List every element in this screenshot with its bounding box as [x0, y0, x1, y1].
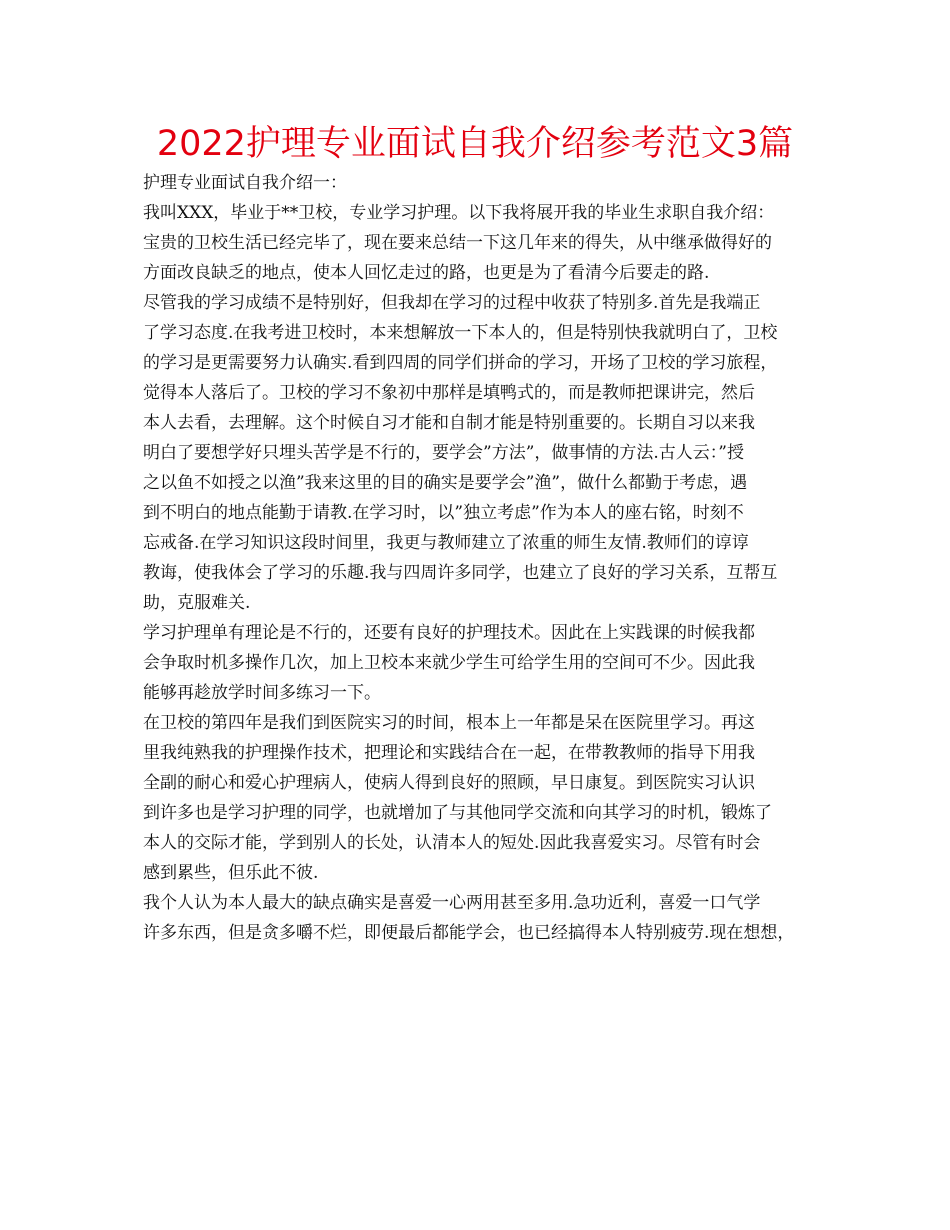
body-line: 忘戒备.在学习知识这段时间里，我更与教师建立了浓重的师生友情.教师们的谆谆: [143, 533, 749, 553]
body-line: 宝贵的卫校生活已经完毕了，现在要来总结一下这几年来的得失，从中继承做得好的: [143, 233, 772, 253]
body-line: 之以鱼不如授之以渔”我来这里的目的确实是要学会”渔”，做什么都勤于考虑，遇: [143, 473, 748, 493]
body-line: 到不明白的地点能勤于请教.在学习时，以”独立考虑”作为本人的座右铭，时刻不: [143, 503, 744, 523]
body-line: 到许多也是学习护理的同学，也就增加了与其他同学交流和向其学习的时机，锻炼了: [143, 803, 772, 823]
body-line: 了学习态度.在我考进卫校时，本来想解放一下本人的，但是特别快我就明白了，卫校: [143, 323, 778, 343]
body-line: 的学习是更需要努力认确实.看到四周的同学们拼命的学习，开场了卫校的学习旅程，: [143, 353, 778, 373]
body-line: 会争取时机多操作几次，加上卫校本来就少学生可给学生用的空间可不少。因此我: [143, 653, 755, 673]
body-line: 感到累些，但乐此不彼.: [143, 863, 319, 883]
body-line: 觉得本人落后了。卫校的学习不象初中那样是填鸭式的，而是教师把课讲完，然后: [143, 383, 755, 403]
body-line: 明白了要想学好只埋头苦学是不行的，要学会”方法”，做事情的方法.古人云：”授: [143, 443, 744, 463]
document-title: 2022护理专业面试自我介绍参考范文3篇: [156, 124, 794, 164]
body-line: 尽管我的学习成绩不是特别好，但我却在学习的过程中收获了特别多.首先是我端正: [143, 293, 761, 313]
body-line: 助，克服难关.: [143, 593, 251, 613]
body-line: 能够再趁放学时间多练习一下。: [143, 683, 381, 703]
body-line: 里我纯熟我的护理操作技术，把理论和实践结合在一起，在带教教师的指导下用我: [143, 743, 755, 763]
document-body: [143, 168, 823, 948]
body-line: 全副的耐心和爱心护理病人，使病人得到良好的照顾，早日康复。到医院实习认识: [143, 773, 755, 793]
body-line: 学习护理单有理论是不行的，还要有良好的护理技术。因此在上实践课的时候我都: [143, 623, 755, 643]
body-line: 许多东西，但是贪多嚼不烂，即便最后都能学会，也已经搞得本人特别疲劳.现在想想，: [143, 923, 795, 943]
body-line: 方面改良缺乏的地点，使本人回忆走过的路，也更是为了看清今后要走的路.: [143, 263, 710, 283]
body-line: 我叫XXX，毕业于**卫校，专业学习护理。以下我将展开我的毕业生求职自我介绍：: [143, 203, 775, 223]
body-line: 教诲，使我体会了学习的乐趣.我与四周许多同学，也建立了良好的学习关系，互帮互: [143, 563, 778, 583]
body-line: 在卫校的第四年是我们到医院实习的时间，根本上一年都是呆在医院里学习。再这: [143, 713, 755, 733]
body-line: 本人去看，去理解。这个时候自习才能和自制才能是特别重要的。长期自习以来我: [143, 413, 755, 433]
body-line: 护理专业面试自我介绍一：: [143, 173, 347, 193]
body-line: 本人的交际才能，学到别人的长处，认清本人的短处.因此我喜爱实习。尽管有时会: [143, 833, 761, 853]
body-line: 我个人认为本人最大的缺点确实是喜爱一心两用甚至多用.急功近利，喜爱一口气学: [143, 893, 761, 913]
